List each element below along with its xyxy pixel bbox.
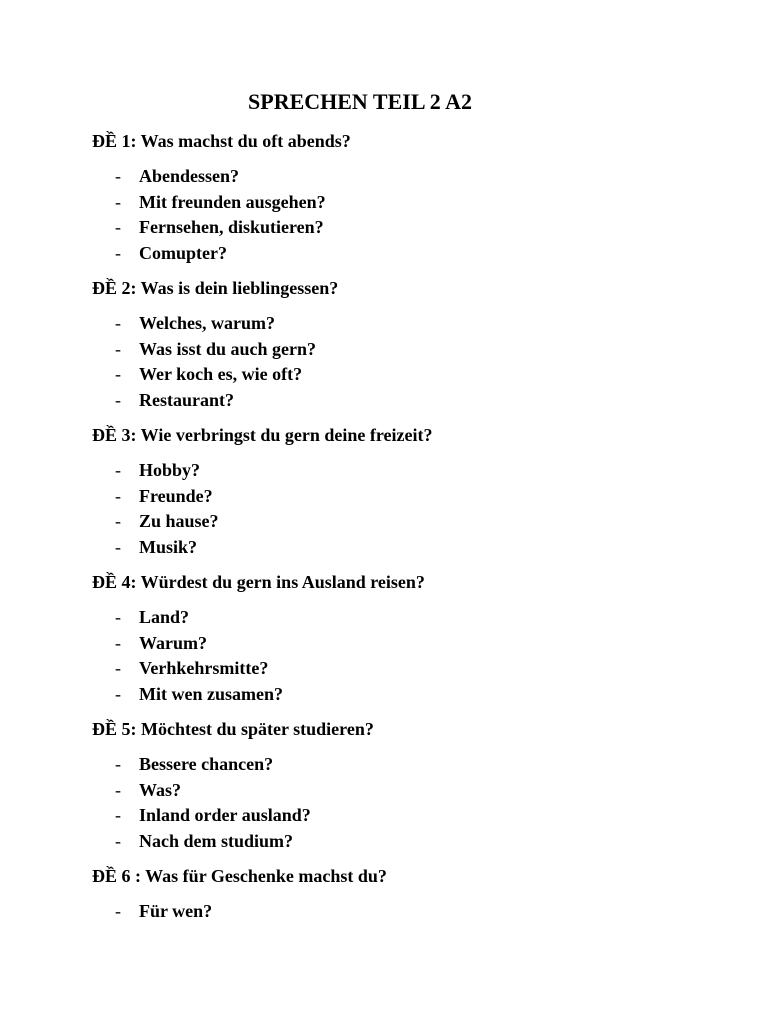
question-heading: ĐỀ 1: Was machst du oft abends? [92, 131, 351, 151]
section-1 [92, 129, 732, 266]
dash-marker: - [115, 364, 121, 384]
list-item-text: Was? [139, 779, 182, 800]
list-item-text: Abendessen? [139, 166, 240, 186]
list-item-text: Musik? [139, 536, 198, 557]
list-item-text: Was isst du auch gern? [139, 338, 317, 359]
list-item [92, 778, 732, 804]
dash-marker: - [115, 242, 121, 263]
section-6 [92, 864, 732, 925]
bullet-list [92, 311, 732, 413]
dash-marker: - [115, 607, 121, 627]
dash-marker: - [115, 389, 121, 410]
dash-marker: - [115, 313, 121, 333]
list-item-text: Comupter? [139, 242, 227, 263]
list-item-text: Land? [139, 607, 190, 627]
bullet-list [92, 458, 732, 560]
question-sections [92, 129, 732, 935]
list-item-text: Fernsehen, diskutieren? [139, 217, 324, 237]
list-item [92, 164, 732, 190]
dash-marker: - [115, 217, 121, 237]
list-item [92, 484, 732, 510]
question-heading: ĐỀ 3: Wie verbringst du gern deine freizeit? [92, 425, 433, 445]
list-item-text: Zu hause? [139, 511, 219, 531]
dash-marker: - [115, 338, 121, 359]
list-item [92, 752, 732, 778]
bullet-list [92, 752, 732, 854]
dash-marker: - [115, 536, 121, 557]
list-item-text: Warum? [139, 632, 208, 653]
list-item-text: Hobby? [139, 460, 201, 480]
list-item [92, 605, 732, 631]
list-item-text: Wer koch es, wie oft? [139, 364, 303, 384]
list-item-text: Inland order ausland? [139, 805, 311, 825]
question-heading: ĐỀ 2: Was is dein lieblingessen? [92, 278, 339, 298]
list-item [92, 631, 732, 657]
section-4 [92, 570, 732, 707]
dash-marker: - [115, 658, 121, 678]
list-item [92, 803, 732, 829]
question-heading: ĐỀ 6 : Was für Geschenke machst du? [92, 866, 387, 886]
dash-marker: - [115, 632, 121, 653]
list-item [92, 215, 732, 241]
list-item-text: Mit freunden ausgehen? [139, 191, 326, 212]
list-item [92, 509, 732, 535]
list-item [92, 656, 732, 682]
list-item [92, 362, 732, 388]
list-item-text: Restaurant? [139, 389, 234, 410]
list-item [92, 899, 732, 925]
bullet-list [92, 164, 732, 266]
dash-marker: - [115, 511, 121, 531]
list-item [92, 388, 732, 414]
section-3 [92, 423, 732, 560]
list-item-text: Verhkehrsmitte? [139, 658, 269, 678]
dash-marker: - [115, 754, 121, 774]
list-item-text: Nach dem studium? [139, 830, 294, 851]
list-item-text: Freunde? [139, 485, 213, 506]
list-item-text: Bessere chancen? [139, 754, 274, 774]
list-item [92, 682, 732, 708]
dash-marker: - [115, 191, 121, 212]
dash-marker: - [115, 830, 121, 851]
dash-marker: - [115, 683, 121, 704]
list-item [92, 829, 732, 855]
document-title: SPRECHEN TEIL 2 A2 [248, 89, 472, 114]
list-item [92, 241, 732, 267]
section-5 [92, 717, 732, 854]
list-item-text: Für wen? [139, 901, 213, 921]
list-item [92, 458, 732, 484]
list-item [92, 311, 732, 337]
dash-marker: - [115, 166, 121, 186]
list-item [92, 535, 732, 561]
list-item-text: Mit wen zusamen? [139, 683, 283, 704]
question-heading: ĐỀ 4: Würdest du gern ins Ausland reisen? [92, 572, 425, 592]
dash-marker: - [115, 901, 121, 921]
dash-marker: - [115, 460, 121, 480]
dash-marker: - [115, 485, 121, 506]
list-item-text: Welches, warum? [139, 313, 275, 333]
section-2 [92, 276, 732, 413]
list-item [92, 190, 732, 216]
bullet-list [92, 605, 732, 707]
list-item [92, 337, 732, 363]
dash-marker: - [115, 779, 121, 800]
bullet-list [92, 899, 732, 925]
question-heading: ĐỀ 5: Möchtest du später studieren? [92, 719, 374, 739]
dash-marker: - [115, 805, 121, 825]
